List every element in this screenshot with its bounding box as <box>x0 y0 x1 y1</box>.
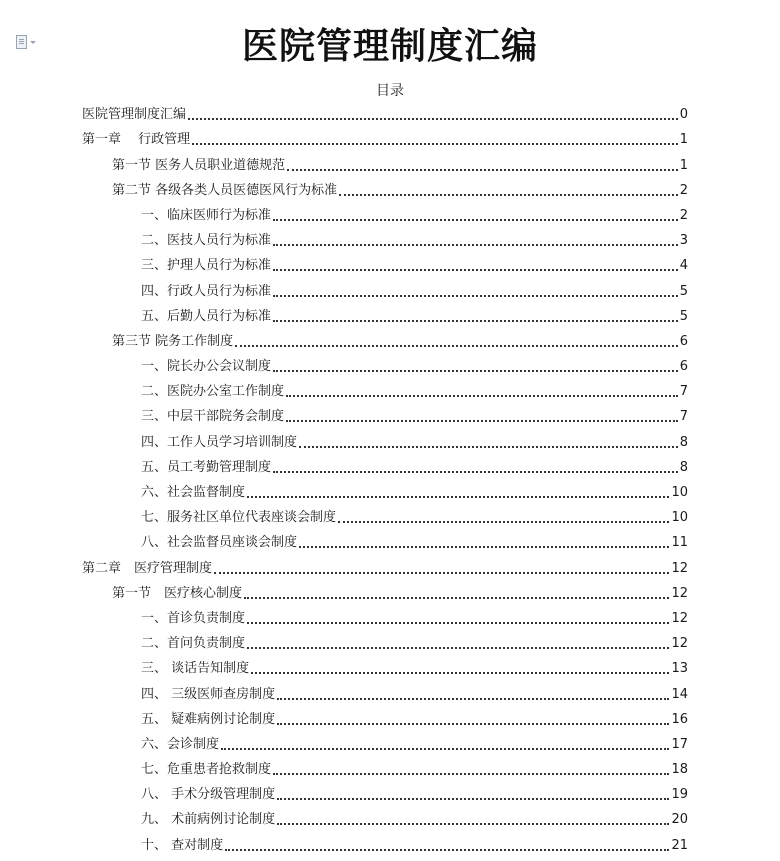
toc-page-number: 12 <box>671 610 688 626</box>
toc-entry-title: 六、社会监督制度 <box>141 485 246 500</box>
toc-entry-title: 十、 查对制度 <box>141 837 224 853</box>
toc-dot-leader <box>299 446 678 448</box>
toc-entry-title: 八、 手术分级管理制度 <box>141 787 276 803</box>
toc-entry[interactable] <box>82 526 688 551</box>
toc-entry-title: 第二章 医疗管理制度 <box>82 560 213 576</box>
toc-page-number: 1 <box>679 132 688 148</box>
toc-page-number: 18 <box>671 762 688 778</box>
toc-heading: 目录 <box>376 83 404 99</box>
toc-entry[interactable] <box>82 375 688 400</box>
toc-entry[interactable] <box>82 249 688 274</box>
toc-dot-leader <box>277 823 669 825</box>
toc-entry[interactable] <box>82 451 688 476</box>
toc-dot-leader <box>286 420 678 422</box>
toc-page-number: 16 <box>671 711 688 727</box>
toc-entry[interactable] <box>82 551 688 576</box>
toc-entry-title: 五、 疑难病例讨论制度 <box>141 711 276 727</box>
toc-dot-leader <box>273 219 678 221</box>
toc-dot-leader <box>273 370 678 372</box>
toc-entry[interactable] <box>82 476 688 501</box>
toc-entry-title: 第三节 院务工作制度 <box>112 333 234 349</box>
toc-dot-leader <box>273 244 678 246</box>
toc-page-number: 19 <box>671 787 688 803</box>
toc-page-number: 6 <box>679 333 688 349</box>
toc-entry[interactable] <box>82 753 688 778</box>
toc-entry[interactable] <box>82 703 688 728</box>
toc-entry-title: 七、服务社区单位代表座谈会制度 <box>141 510 337 526</box>
toc-page-number: 10 <box>671 485 688 500</box>
toc-dot-leader <box>273 471 678 473</box>
toc-dot-leader <box>225 849 669 851</box>
toc-page-number: 0 <box>679 107 688 123</box>
toc-entry[interactable] <box>82 501 688 526</box>
toc-entry-title: 第一节 医务人员职业道德规范 <box>112 157 286 173</box>
toc-dot-leader <box>277 723 669 725</box>
toc-entry[interactable] <box>82 602 688 627</box>
toc-dot-leader <box>273 773 669 775</box>
toc-dot-leader <box>338 521 669 523</box>
toc-dot-leader <box>244 597 669 599</box>
toc-dot-leader <box>247 647 669 649</box>
toc-entry[interactable] <box>82 400 688 425</box>
toc-page-number: 7 <box>679 384 688 400</box>
toc-entry[interactable] <box>82 828 688 853</box>
toc-entry[interactable] <box>82 199 688 224</box>
toc-page-number: 20 <box>671 812 688 828</box>
toc-dot-leader <box>273 295 678 297</box>
toc-page-number: 5 <box>679 308 688 324</box>
toc-entry-title: 五、后勤人员行为标准 <box>141 308 272 324</box>
toc-entry-title: 九、 术前病例讨论制度 <box>141 812 276 828</box>
toc-entry[interactable] <box>82 148 688 173</box>
toc-page-number: 2 <box>679 207 688 223</box>
toc-dot-leader <box>299 546 669 548</box>
toc-dot-leader <box>251 672 669 674</box>
toc-entry[interactable] <box>82 728 688 753</box>
toc-entry-title: 三、 谈话告知制度 <box>141 661 250 677</box>
toc-entry[interactable] <box>82 577 688 602</box>
toc-entry-title: 四、行政人员行为标准 <box>141 283 272 299</box>
toc-dot-leader <box>273 269 678 271</box>
toc-entry[interactable] <box>82 778 688 803</box>
toc-entry-title: 医院管理制度汇编 <box>82 107 187 123</box>
toc-dot-leader <box>235 345 678 347</box>
toc-page-number: 11 <box>671 535 688 551</box>
toc-page-number: 7 <box>679 409 688 425</box>
toc-entry-title: 三、中层干部院务会制度 <box>141 409 285 425</box>
toc-entry-title: 第二节 各级各类人员医德医风行为标准 <box>112 182 338 198</box>
toc-entry[interactable] <box>82 123 688 148</box>
toc-entry[interactable] <box>82 98 688 123</box>
toc-page-number: 5 <box>679 283 688 299</box>
toc-page-number: 13 <box>671 661 688 677</box>
toc-dot-leader <box>277 698 669 700</box>
toc-entry-title: 五、员工考勤管理制度 <box>141 459 272 475</box>
table-of-contents <box>82 98 688 854</box>
toc-page-number: 6 <box>679 359 688 375</box>
toc-page-number: 3 <box>679 233 688 249</box>
toc-entry[interactable] <box>82 274 688 299</box>
toc-entry[interactable] <box>82 803 688 828</box>
toc-page-number: 4 <box>679 258 688 274</box>
toc-dot-leader <box>247 622 669 624</box>
toc-dot-leader <box>188 118 678 120</box>
toc-dot-leader <box>221 748 669 750</box>
toc-entry-title: 一、院长办公会议制度 <box>141 359 272 375</box>
toc-dot-leader <box>192 143 678 145</box>
toc-entry-title: 四、工作人员学习培训制度 <box>141 434 298 450</box>
toc-page-number: 12 <box>671 636 688 652</box>
toc-entry[interactable] <box>82 677 688 702</box>
toc-dot-leader <box>247 496 669 498</box>
toc-entry[interactable] <box>82 325 688 350</box>
toc-dot-leader <box>339 194 678 196</box>
toc-entry-title: 八、社会监督员座谈会制度 <box>141 535 298 551</box>
toc-entry-title: 六、会诊制度 <box>141 736 220 752</box>
toc-entry-title: 一、临床医师行为标准 <box>141 207 272 223</box>
toc-dot-leader <box>287 169 678 171</box>
toc-dot-leader <box>277 798 669 800</box>
toc-entry[interactable] <box>82 350 688 375</box>
toc-entry[interactable] <box>82 425 688 450</box>
toc-page-number: 2 <box>679 182 688 198</box>
toc-page-number: 14 <box>671 686 688 702</box>
toc-entry-title: 一、首诊负责制度 <box>141 610 246 626</box>
toc-dot-leader <box>273 320 678 322</box>
toc-entry-title: 二、医院办公室工作制度 <box>141 384 285 400</box>
toc-entry-title: 第一节 医疗核心制度 <box>112 585 243 601</box>
toc-page-number: 12 <box>671 560 688 576</box>
toc-entry-title: 第一章 行政管理 <box>82 132 191 148</box>
toc-entry[interactable] <box>82 627 688 652</box>
toc-entry-title: 二、首问负责制度 <box>141 636 246 652</box>
toc-page-number: 12 <box>671 585 688 601</box>
toc-dot-leader <box>214 572 669 574</box>
toc-page-number: 1 <box>679 157 688 173</box>
toc-entry-title: 三、护理人员行为标准 <box>141 258 272 274</box>
toc-entry[interactable] <box>82 300 688 325</box>
toc-page-number: 21 <box>671 837 688 853</box>
toc-entry-title: 四、 三级医师查房制度 <box>141 686 276 702</box>
toc-page-number: 8 <box>679 459 688 475</box>
toc-entry[interactable] <box>82 224 688 249</box>
toc-entry-title: 七、危重患者抢救制度 <box>141 762 272 778</box>
toc-entry[interactable] <box>82 652 688 677</box>
toc-page-number: 17 <box>671 736 688 752</box>
toc-page-number: 10 <box>671 510 688 526</box>
toc-entry[interactable] <box>82 174 688 199</box>
toc-page-number: 8 <box>679 434 688 450</box>
toc-dot-leader <box>286 395 678 397</box>
document-title: 医院管理制度汇编 <box>241 26 538 67</box>
toc-entry-title: 二、医技人员行为标准 <box>141 233 272 249</box>
